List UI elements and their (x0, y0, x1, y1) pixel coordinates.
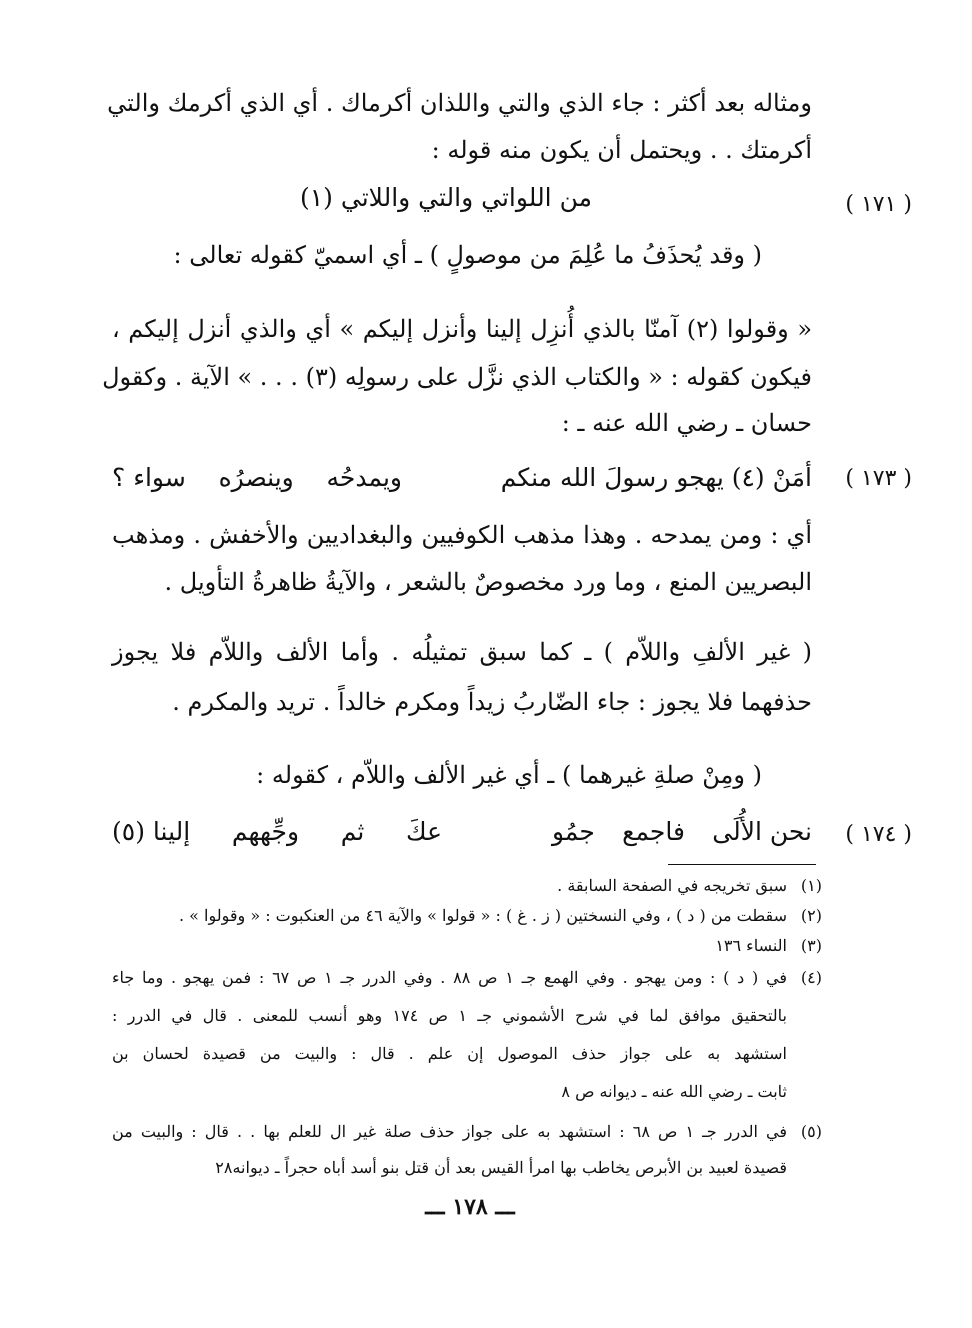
footnote-number: (٢) (800, 906, 822, 925)
verse-word: جمُو (552, 817, 595, 846)
footnote-number: (٥) (800, 1122, 822, 1141)
body-line: ( ومِنْ صلةِ غيرهما ) ـ أي غير الألف واللاّم ، كقوله : (256, 761, 762, 789)
verse-word: ويمدحُه (326, 463, 402, 492)
footnote-line: ثابت ـ رضي الله عنه ـ ديوانه ص ٨ (561, 1082, 787, 1101)
body-line: « وقولوا (٢) آمنّا بالذي أُنزِل إلينا وأنزل إليكم » أي والذي أنزل إليكم ، (112, 315, 812, 343)
footnote-number: (١) (800, 876, 822, 895)
verse-number: ( ١٧٣ ) (845, 466, 912, 491)
verse-line (112, 460, 812, 496)
verse-word: نحن الأُلَى (712, 817, 812, 846)
page-number: ـــ ١٧٨ ـــ (425, 1194, 515, 1220)
verse-line (112, 814, 812, 850)
body-line: ومثاله بعد أكثر : جاء الذي والتي واللذان أكرماك . أي الذي أكرمك والتي (107, 89, 812, 117)
body-line: حذفهما فلا يجوز : جاء الضّاربُ زيداً ومكرم خالداً . تريد والمكرم . (172, 688, 812, 716)
footnote-line: استشهد به على جواز حذف الموصول إن علم . قال : والبيت من قصيدة لحسان بن (112, 1044, 787, 1063)
verse-word: فاجمع (622, 817, 685, 846)
footnote-line: بالتحقيق موافق لما في شرح الأشموني جـ ١ ص ١٧٤ وهو أنسب للمعنى . قال في الدرر : (112, 1006, 788, 1025)
footnote-line: سقطت من ( د ) ، وفي النسختين ( ز . غ ) : « قولوا » والآية ٤٦ من العنكبوت : « وقولوا » . (178, 906, 787, 925)
footnote-number: (٣) (800, 936, 822, 955)
footnote-separator (668, 864, 816, 865)
footnote-line: النساء ١٣٦ (715, 936, 787, 955)
verse-hemistich (112, 814, 442, 850)
verse-hemistich: أمَنْ (٤) يهجو رسولَ الله منكم (500, 463, 812, 492)
footnote-line: في ( د ) : ومن يهجو . وفي الهمع جـ ١ ص ٨٨ . وفي الدرر جـ ١ ص ٦٧ : فمن يهجو . وما جاء (112, 968, 788, 987)
body-line: أي : ومن يمدحه . وهذا مذهب الكوفيين والبغداديين والأخفش . ومذهب (112, 521, 812, 549)
body-line: فيكون كقوله : « والكتاب الذي نزَّل على رسولِه (٣) . . . » الآية . وكقول (102, 363, 812, 391)
footnote-line: في الدرر جـ ١ ص ٦٨ : استشهد به على جواز حذف صلة غير ال للعلم بها . . قال : والبيت من (112, 1122, 788, 1141)
verse-hemistich (112, 460, 402, 496)
verse-word: وينصرُه (218, 463, 294, 492)
verse-word: عكَ (406, 817, 442, 846)
body-line: البصريين المنع ، وما ورد مخصوصٌ بالشعر ، والآيةُ ظاهرةُ التأويل . (164, 568, 812, 596)
verse-word: وجِّههم (231, 817, 300, 846)
verse-word: إلينا (٥) (112, 817, 191, 846)
body-line: أكرمتك . . ويحتمل أن يكون منه قوله : (431, 136, 812, 164)
verse-word: سواء ؟ (112, 463, 186, 492)
body-line: ( غير الألفِ واللاّم ) ـ كما سبق تمثيلُه . وأما الألف واللاّم فلا يجوز (112, 638, 812, 666)
verse-number: ( ١٧١ ) (845, 192, 912, 217)
footnote-number: (٤) (800, 968, 822, 987)
verse-hemistich (552, 814, 812, 850)
body-line: ( وقد يُحذَفُ ما عُلِمَ من موصولٍ ) ـ أي اسميّ كقوله تعالى : (173, 241, 762, 269)
footnote-line: سبق تخريجه في الصفحة السابقة . (557, 876, 787, 895)
body-line: حسان ـ رضي الله عنه ـ : (561, 409, 812, 437)
verse-line: من اللواتي والتي واللاتي (١) (299, 183, 592, 212)
verse-word: ثم (340, 817, 365, 846)
footnote-line: قصيدة لعبيد بن الأبرص يخاطب بها امرأ القيس بعد أن قتل بنو أسد أباه حجراً ـ ديوانه٢٨ (215, 1158, 787, 1177)
verse-number: ( ١٧٤ ) (845, 822, 912, 847)
